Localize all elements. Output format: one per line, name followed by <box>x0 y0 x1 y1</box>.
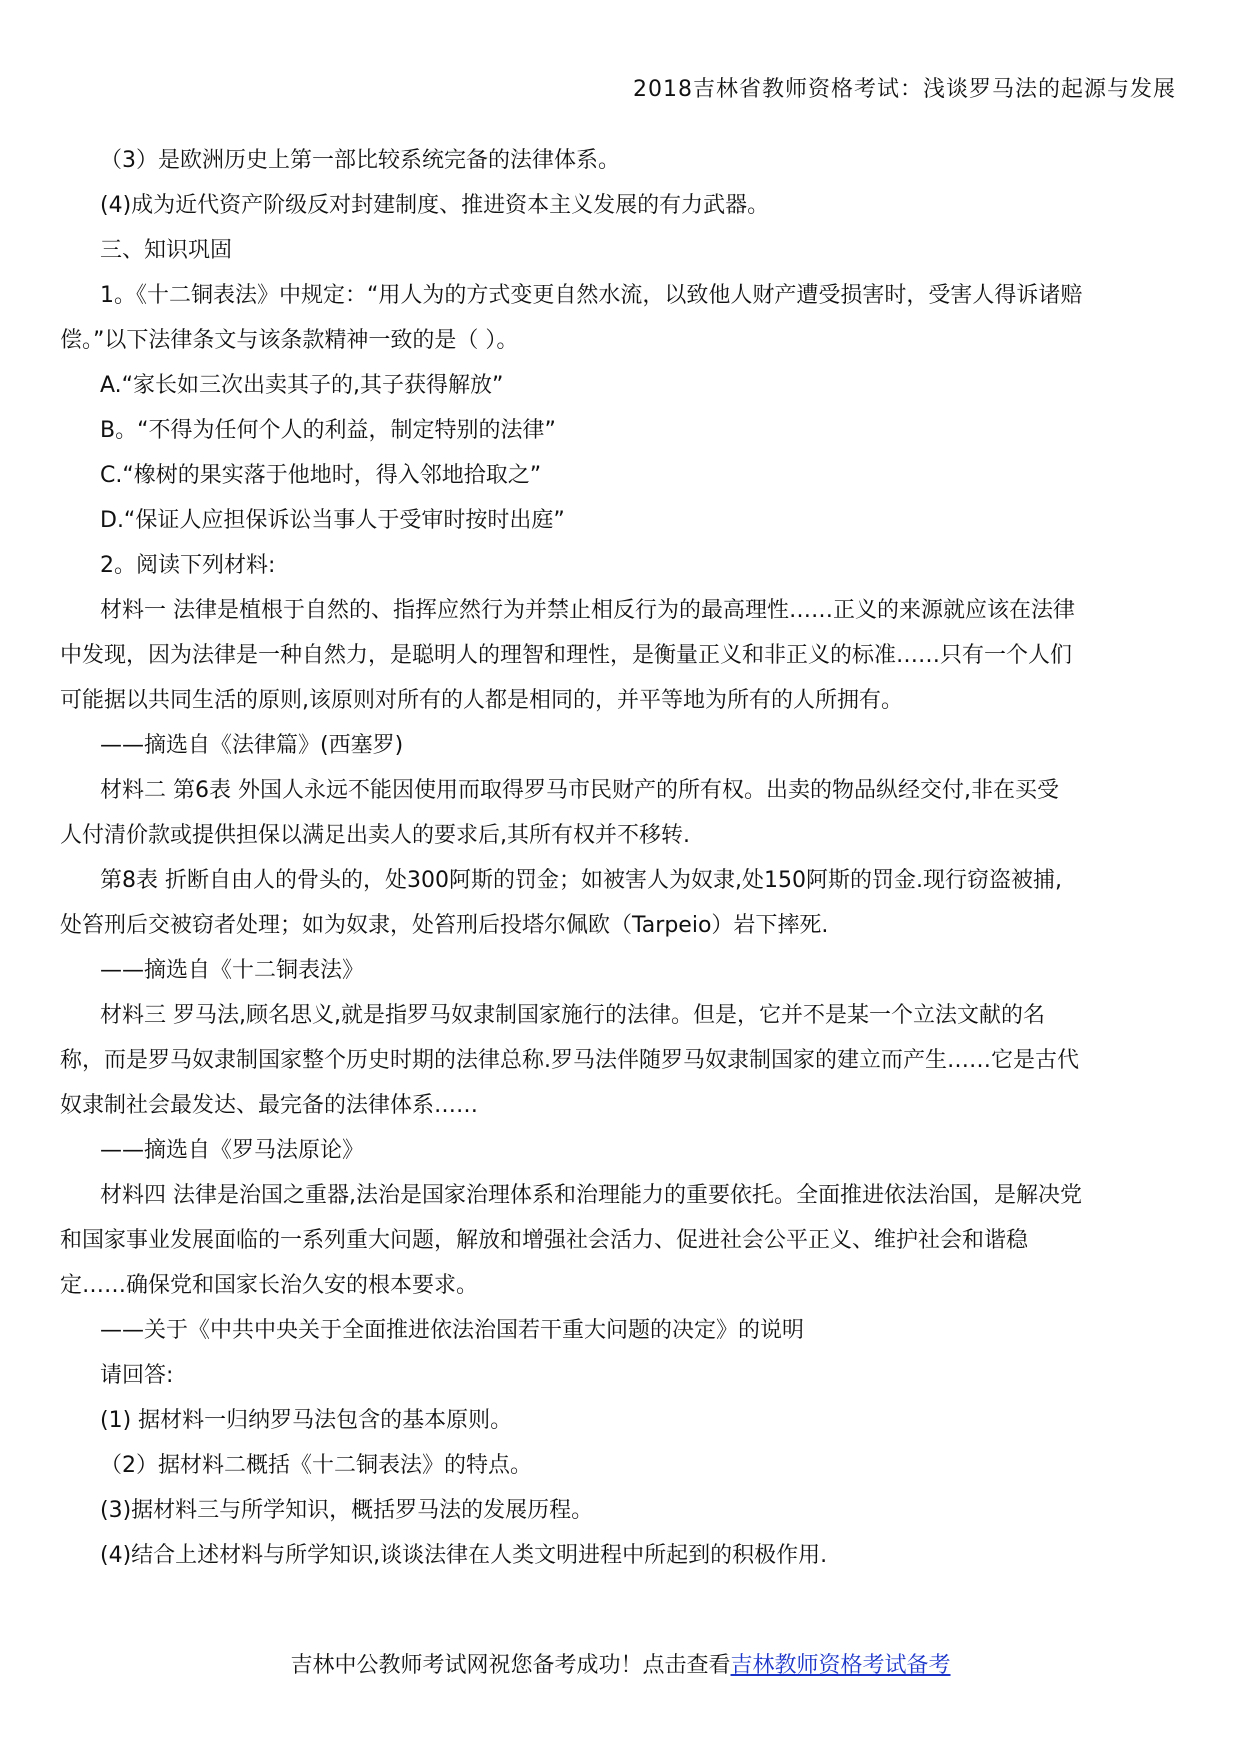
text-line: 偿。”以下法律条文与该条款精神一致的是（ ）。 <box>60 328 519 353</box>
text-line: ——摘选自《罗马法原论》 <box>100 1138 365 1163</box>
text-line: 奴隶制社会最发达、最完备的法律体系…… <box>60 1093 479 1118</box>
text-line: C.“橡树的果实落于他地时，得入邻地拾取之” <box>100 463 542 488</box>
text-line: ——摘选自《十二铜表法》 <box>100 958 365 983</box>
text-line: 中发现，因为法律是一种自然力，是聪明人的理智和理性，是衡量正义和非正义的标准……只有一个人们 <box>60 643 1073 668</box>
footer-link[interactable]: 吉林教师资格考试备考 <box>730 1653 951 1678</box>
text-line: D.“保证人应担保诉讼当事人于受审时按时出庭” <box>100 508 565 533</box>
text-line: ——关于《中共中央关于全面推进依法治国若干重大问题的决定》的说明 <box>100 1318 805 1343</box>
document-body <box>60 138 1180 1578</box>
text-line: 材料一 法律是植根于自然的、指挥应然行为并禁止相反行为的最高理性……正义的来源就应该在法律 <box>100 598 1075 623</box>
text-line: ——摘选自《法律篇》(西塞罗) <box>100 733 404 758</box>
text-line: 1。《十二铜表法》中规定：“用人为的方式变更自然水流，以致他人财产遭受损害时，受害人得诉诸赔 <box>100 283 1083 308</box>
text-line: 2。阅读下列材料: <box>100 553 276 578</box>
text-line: 和国家事业发展面临的一系列重大问题，解放和增强社会活力、促进社会公平正义、维护社会和谐稳 <box>60 1228 1029 1253</box>
footer-text: 吉林中公教师考试网祝您备考成功！点击查看 <box>290 1653 731 1678</box>
text-line: (4)成为近代资产阶级反对封建制度、推进资本主义发展的有力武器。 <box>100 193 770 218</box>
text-line: 第8表 折断自由人的骨头的，处300阿斯的罚金；如被害人为奴隶,处150阿斯的罚金.现行窃盗被捕, <box>100 868 1062 893</box>
page-header: 2018吉林省教师资格考试：浅谈罗马法的起源与发展 <box>633 77 1176 102</box>
text-line: 材料二 第6表 外国人永远不能因使用而取得罗马市民财产的所有权。出卖的物品纵经交付,非在买受 <box>100 778 1059 803</box>
text-line: 定……确保党和国家长治久安的根本要求。 <box>60 1273 479 1298</box>
text-line: （3）是欧洲历史上第一部比较系统完备的法律体系。 <box>100 148 620 173</box>
text-line: (1) 据材料一归纳罗马法包含的基本原则。 <box>100 1408 513 1433</box>
text-line: 人付清价款或提供担保以满足出卖人的要求后,其所有权并不移转. <box>60 823 690 848</box>
text-line: 三、知识巩固 <box>100 238 233 263</box>
text-line: 处笞刑后交被窃者处理；如为奴隶，处笞刑后投塔尔佩欧（Tarpeio）岩下摔死. <box>60 913 829 938</box>
text-line: 可能据以共同生活的原则,该原则对所有的人都是相同的，并平等地为所有的人所拥有。 <box>60 688 903 713</box>
text-line: A.“家长如三次出卖其子的,其子获得解放” <box>100 373 504 398</box>
text-line: (4)结合上述材料与所学知识,谈谈法律在人类文明进程中所起到的积极作用. <box>100 1543 828 1568</box>
page-footer <box>0 1648 1241 1679</box>
text-line: (3)据材料三与所学知识，概括罗马法的发展历程。 <box>100 1498 594 1523</box>
text-line: 称，而是罗马奴隶制国家整个历史时期的法律总称.罗马法伴随罗马奴隶制国家的建立而产生……它是古代 <box>60 1048 1079 1073</box>
text-line: （2）据材料二概括《十二铜表法》的特点。 <box>100 1453 532 1478</box>
text-line: 材料三 罗马法,顾名思义,就是指罗马奴隶制国家施行的法律。但是，它并不是某一个立法文献的名 <box>100 1003 1045 1028</box>
text-line: 请回答: <box>100 1363 174 1388</box>
text-line: 材料四 法律是治国之重器,法治是国家治理体系和治理能力的重要依托。全面推进依法治国，是解决党 <box>100 1183 1082 1208</box>
text-line: B。“不得为任何个人的利益，制定特别的法律” <box>100 418 556 443</box>
